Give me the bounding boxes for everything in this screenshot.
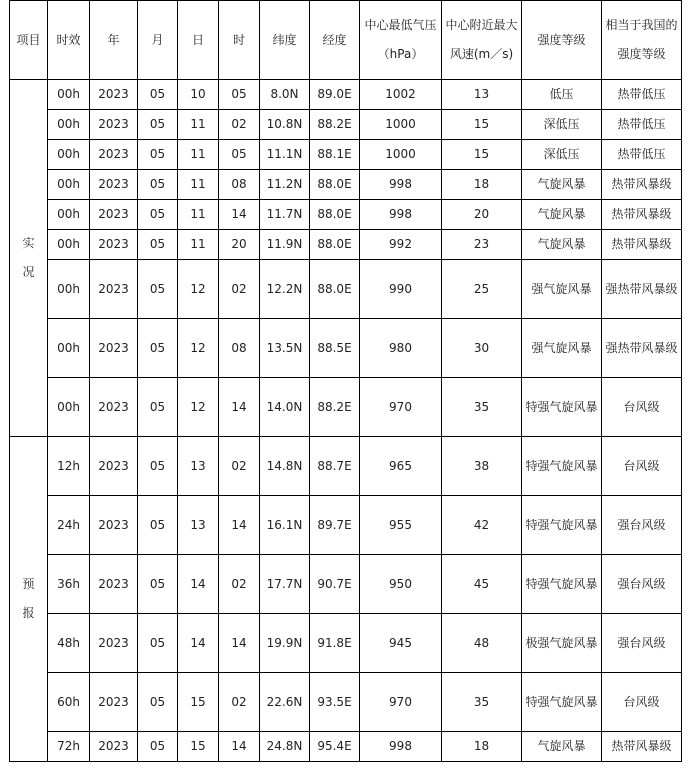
cell-wind: 15 — [442, 140, 522, 170]
cell-day: 14 — [178, 614, 219, 673]
cell-hour: 02 — [219, 437, 260, 496]
cell-cn-intensity: 强热带风暴级 — [602, 260, 682, 319]
cell-wind: 30 — [442, 319, 522, 378]
cell-cn-intensity: 热带风暴级 — [602, 732, 682, 762]
cell-month: 05 — [138, 230, 178, 260]
cell-longitude: 88.2E — [310, 110, 360, 140]
cell-intensity: 气旋风暴 — [522, 230, 602, 260]
cell-lead-time: 00h — [48, 110, 90, 140]
cell-month: 05 — [138, 319, 178, 378]
cell-lead-time: 00h — [48, 170, 90, 200]
cell-wind: 38 — [442, 437, 522, 496]
cell-lead-time: 60h — [48, 673, 90, 732]
cell-month: 05 — [138, 170, 178, 200]
table-row — [10, 80, 682, 110]
cell-longitude: 88.1E — [310, 140, 360, 170]
header-cn-intensity: 相当于我国的强度等级 — [602, 1, 682, 80]
cell-day: 10 — [178, 80, 219, 110]
cell-month: 05 — [138, 378, 178, 437]
group-label: 预报 — [22, 577, 35, 620]
cell-intensity: 气旋风暴 — [522, 200, 602, 230]
cell-year: 2023 — [90, 732, 138, 762]
group-label: 实况 — [22, 236, 35, 279]
cell-pressure: 980 — [360, 319, 442, 378]
cell-intensity: 强气旋风暴 — [522, 319, 602, 378]
cell-month: 05 — [138, 260, 178, 319]
header-row — [10, 1, 682, 80]
cell-year: 2023 — [90, 140, 138, 170]
forecast-table — [9, 0, 682, 762]
cell-year: 2023 — [90, 496, 138, 555]
cell-lead-time: 00h — [48, 200, 90, 230]
cell-year: 2023 — [90, 110, 138, 140]
cell-day: 12 — [178, 260, 219, 319]
cell-cn-intensity: 热带风暴级 — [602, 170, 682, 200]
cell-year: 2023 — [90, 170, 138, 200]
table-row — [10, 230, 682, 260]
cell-cn-intensity: 强热带风暴级 — [602, 319, 682, 378]
cell-latitude: 14.8N — [260, 437, 310, 496]
cell-hour: 02 — [219, 110, 260, 140]
cell-hour: 05 — [219, 140, 260, 170]
header-month: 月 — [138, 1, 178, 80]
cell-longitude: 88.2E — [310, 378, 360, 437]
table-row — [10, 260, 682, 319]
cell-latitude: 8.0N — [260, 80, 310, 110]
cell-latitude: 10.8N — [260, 110, 310, 140]
cell-day: 11 — [178, 200, 219, 230]
cell-pressure: 1000 — [360, 140, 442, 170]
cell-pressure: 970 — [360, 673, 442, 732]
cell-wind: 13 — [442, 80, 522, 110]
cell-intensity: 气旋风暴 — [522, 170, 602, 200]
cell-hour: 14 — [219, 200, 260, 230]
cell-day: 12 — [178, 319, 219, 378]
header-item: 项目 — [10, 1, 48, 80]
cell-month: 05 — [138, 614, 178, 673]
cell-lead-time: 00h — [48, 378, 90, 437]
cell-lead-time: 72h — [48, 732, 90, 762]
cell-latitude: 24.8N — [260, 732, 310, 762]
cell-pressure: 1000 — [360, 110, 442, 140]
header-intensity: 强度等级 — [522, 1, 602, 80]
cell-hour: 14 — [219, 732, 260, 762]
cell-latitude: 13.5N — [260, 319, 310, 378]
cell-latitude: 22.6N — [260, 673, 310, 732]
cell-longitude: 88.0E — [310, 170, 360, 200]
cell-latitude: 11.1N — [260, 140, 310, 170]
cell-wind: 15 — [442, 110, 522, 140]
cell-wind: 18 — [442, 170, 522, 200]
cell-pressure: 992 — [360, 230, 442, 260]
cell-hour: 14 — [219, 378, 260, 437]
cell-hour: 02 — [219, 555, 260, 614]
header-year: 年 — [90, 1, 138, 80]
cell-intensity: 深低压 — [522, 110, 602, 140]
cell-day: 13 — [178, 496, 219, 555]
cell-day: 11 — [178, 140, 219, 170]
cell-month: 05 — [138, 673, 178, 732]
group-label-cell — [10, 437, 48, 762]
cell-lead-time: 00h — [48, 319, 90, 378]
cell-latitude: 19.9N — [260, 614, 310, 673]
cell-lead-time: 00h — [48, 140, 90, 170]
cell-day: 15 — [178, 673, 219, 732]
cell-day: 11 — [178, 230, 219, 260]
cell-day: 11 — [178, 170, 219, 200]
cell-hour: 14 — [219, 496, 260, 555]
cell-lead-time: 24h — [48, 496, 90, 555]
cell-wind: 48 — [442, 614, 522, 673]
cell-hour: 02 — [219, 673, 260, 732]
cell-hour: 08 — [219, 170, 260, 200]
cell-longitude: 88.0E — [310, 230, 360, 260]
cell-longitude: 93.5E — [310, 673, 360, 732]
cell-longitude: 90.7E — [310, 555, 360, 614]
cell-intensity: 特强气旋风暴 — [522, 555, 602, 614]
cell-pressure: 950 — [360, 555, 442, 614]
cell-hour: 20 — [219, 230, 260, 260]
cell-pressure: 998 — [360, 732, 442, 762]
table-row — [10, 110, 682, 140]
header-max-wind: 中心附近最大风速(m／s) — [442, 1, 522, 80]
cell-longitude: 89.0E — [310, 80, 360, 110]
cell-pressure: 998 — [360, 200, 442, 230]
cell-pressure: 990 — [360, 260, 442, 319]
header-hour: 时 — [219, 1, 260, 80]
cell-year: 2023 — [90, 555, 138, 614]
group-label-cell — [10, 80, 48, 437]
cell-cn-intensity: 台风级 — [602, 437, 682, 496]
cell-lead-time: 36h — [48, 555, 90, 614]
table-row — [10, 673, 682, 732]
cell-day: 14 — [178, 555, 219, 614]
cell-lead-time: 12h — [48, 437, 90, 496]
cell-longitude: 88.0E — [310, 260, 360, 319]
cell-cn-intensity: 热带风暴级 — [602, 200, 682, 230]
cell-intensity: 特强气旋风暴 — [522, 378, 602, 437]
table-row — [10, 170, 682, 200]
table-row — [10, 319, 682, 378]
table-row — [10, 140, 682, 170]
cell-month: 05 — [138, 555, 178, 614]
cell-hour: 08 — [219, 319, 260, 378]
table-row — [10, 437, 682, 496]
cell-pressure: 970 — [360, 378, 442, 437]
cell-wind: 25 — [442, 260, 522, 319]
cell-wind: 42 — [442, 496, 522, 555]
cell-cn-intensity: 台风级 — [602, 378, 682, 437]
cell-lead-time: 00h — [48, 260, 90, 319]
table-row — [10, 496, 682, 555]
cell-cn-intensity: 热带低压 — [602, 80, 682, 110]
cell-wind: 20 — [442, 200, 522, 230]
cell-cn-intensity: 热带低压 — [602, 110, 682, 140]
cell-lead-time: 48h — [48, 614, 90, 673]
cell-intensity: 强气旋风暴 — [522, 260, 602, 319]
cell-day: 15 — [178, 732, 219, 762]
header-day: 日 — [178, 1, 219, 80]
header-lead-time: 时效 — [48, 1, 90, 80]
cell-intensity: 特强气旋风暴 — [522, 437, 602, 496]
table-body — [10, 80, 682, 762]
cell-year: 2023 — [90, 80, 138, 110]
cell-wind: 45 — [442, 555, 522, 614]
table-row — [10, 200, 682, 230]
cell-wind: 35 — [442, 378, 522, 437]
header-min-pressure: 中心最低气压（hPa） — [360, 1, 442, 80]
cell-month: 05 — [138, 732, 178, 762]
cell-cn-intensity: 热带低压 — [602, 140, 682, 170]
cell-month: 05 — [138, 200, 178, 230]
cell-intensity: 低压 — [522, 80, 602, 110]
cell-year: 2023 — [90, 378, 138, 437]
cell-lead-time: 00h — [48, 80, 90, 110]
cell-longitude: 88.0E — [310, 200, 360, 230]
cell-wind: 18 — [442, 732, 522, 762]
cell-day: 11 — [178, 110, 219, 140]
cell-longitude: 88.7E — [310, 437, 360, 496]
cell-year: 2023 — [90, 614, 138, 673]
cell-hour: 05 — [219, 80, 260, 110]
cell-intensity: 极强气旋风暴 — [522, 614, 602, 673]
cell-latitude: 11.9N — [260, 230, 310, 260]
cell-wind: 35 — [442, 673, 522, 732]
cell-intensity: 深低压 — [522, 140, 602, 170]
cell-hour: 14 — [219, 614, 260, 673]
header-latitude: 纬度 — [260, 1, 310, 80]
cell-longitude: 89.7E — [310, 496, 360, 555]
cell-month: 05 — [138, 80, 178, 110]
cell-year: 2023 — [90, 319, 138, 378]
cell-pressure: 1002 — [360, 80, 442, 110]
cell-cn-intensity: 台风级 — [602, 673, 682, 732]
cell-pressure: 945 — [360, 614, 442, 673]
table-row — [10, 732, 682, 762]
cell-month: 05 — [138, 140, 178, 170]
cell-latitude: 16.1N — [260, 496, 310, 555]
cell-year: 2023 — [90, 200, 138, 230]
cell-latitude: 11.7N — [260, 200, 310, 230]
cell-lead-time: 00h — [48, 230, 90, 260]
cell-intensity: 特强气旋风暴 — [522, 496, 602, 555]
cell-pressure: 955 — [360, 496, 442, 555]
cell-pressure: 965 — [360, 437, 442, 496]
cell-longitude: 91.8E — [310, 614, 360, 673]
table-row — [10, 378, 682, 437]
cell-intensity: 特强气旋风暴 — [522, 673, 602, 732]
cell-cn-intensity: 强台风级 — [602, 555, 682, 614]
cell-longitude: 88.5E — [310, 319, 360, 378]
table-row — [10, 555, 682, 614]
cell-intensity: 气旋风暴 — [522, 732, 602, 762]
cell-year: 2023 — [90, 673, 138, 732]
cell-month: 05 — [138, 496, 178, 555]
cell-wind: 23 — [442, 230, 522, 260]
header-longitude: 经度 — [310, 1, 360, 80]
cell-latitude: 12.2N — [260, 260, 310, 319]
table-row — [10, 614, 682, 673]
cell-year: 2023 — [90, 260, 138, 319]
cell-month: 05 — [138, 110, 178, 140]
cell-day: 12 — [178, 378, 219, 437]
cell-pressure: 998 — [360, 170, 442, 200]
cell-latitude: 14.0N — [260, 378, 310, 437]
cell-year: 2023 — [90, 437, 138, 496]
cell-cn-intensity: 强台风级 — [602, 614, 682, 673]
cell-latitude: 17.7N — [260, 555, 310, 614]
cell-hour: 02 — [219, 260, 260, 319]
cell-cn-intensity: 热带风暴级 — [602, 230, 682, 260]
cell-year: 2023 — [90, 230, 138, 260]
cell-latitude: 11.2N — [260, 170, 310, 200]
cell-month: 05 — [138, 437, 178, 496]
cell-longitude: 95.4E — [310, 732, 360, 762]
cell-cn-intensity: 强台风级 — [602, 496, 682, 555]
cell-day: 13 — [178, 437, 219, 496]
